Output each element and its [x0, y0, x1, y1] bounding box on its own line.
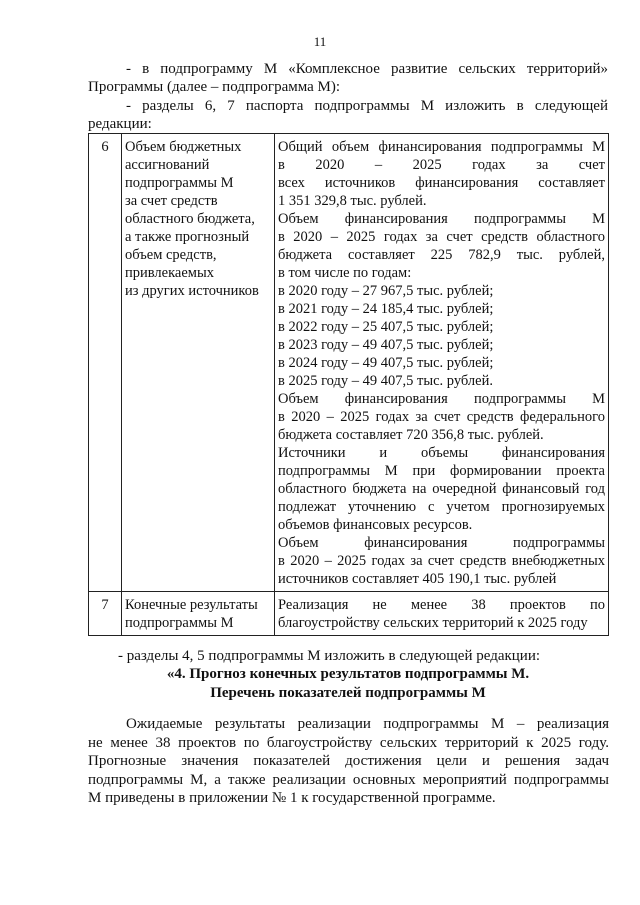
text-line: благоустройству сельских территорий к 2025 году [278, 615, 588, 631]
row-label-cell [122, 592, 275, 636]
body-paragraph [88, 715, 609, 808]
section-subheading: Перечень показателей подпрограммы М [210, 685, 486, 701]
sections-intro-text: - разделы 4, 5 подпрограммы М изложить в следующей редакции: [118, 648, 541, 664]
text-line: в 2020 – 2025 годах за счет средств федерального [278, 409, 605, 425]
text-line: в 2020 – 2025 годах за счет средств внебюджетных [278, 553, 605, 569]
text-line: подпрограммы М при формировании проекта [278, 463, 605, 479]
text-line: подпрограммы М [125, 175, 234, 191]
intro-subprogram-line: - в подпрограмму М «Комплексное развитие сельских территорий» [126, 61, 608, 77]
row-content-cell [275, 134, 609, 592]
text-line: подпрограммы М, а также реализации основных мероприятий подпрограммы [88, 771, 609, 788]
text-line: объем средств, [125, 247, 217, 263]
text-line: бюджета составляет 225 782,9 тыс. рублей, [278, 247, 605, 263]
text-line: в 2020 году – 27 967,5 тыс. рублей; [278, 283, 494, 299]
text-line: в 2023 году – 49 407,5 тыс. рублей; [278, 337, 494, 353]
text-line: Объем бюджетных [125, 139, 242, 155]
text-line: в том числе по годам: [278, 265, 412, 281]
text-line: в 2024 году – 49 407,5 тыс. рублей; [278, 355, 494, 371]
text-line: Ожидаемые результаты реализации подпрограммы М – реализация [126, 716, 609, 732]
text-line: М приведены в приложении № 1 к государственной программе. [88, 790, 496, 806]
table-row [89, 134, 609, 592]
text-line: подпрограммы М [125, 615, 234, 631]
text-line: в 2021 году – 24 185,4 тыс. рублей; [278, 301, 494, 317]
intro-sections-continuation: редакции: [88, 116, 152, 132]
row-content-cell [275, 592, 609, 636]
text-line: привлекаемых [125, 265, 214, 281]
row-number-cell: 7 [89, 592, 122, 636]
text-line: подлежат уточнению с учетом прогнозируемых [278, 499, 605, 515]
text-line: ассигнований [125, 157, 210, 173]
text-line: не менее 38 проектов по благоустройству сельских территорий к 2025 году. [88, 734, 609, 751]
text-line: источников составляет 405 190,1 тыс. рублей [278, 571, 557, 587]
text-line: областного бюджета на очередной финансовый год [278, 481, 605, 497]
text-line: а также прогнозный [125, 229, 250, 245]
text-line: в 2020 – 2025 годах за счет средств областного [278, 229, 605, 245]
intro-sections-line: - разделы 6, 7 паспорта подпрограммы М изложить в следующей [126, 98, 608, 114]
intro-subprogram-continuation: Программы (далее – подпрограмма М): [88, 79, 341, 95]
text-line: в 2022 году – 25 407,5 тыс. рублей; [278, 319, 494, 335]
text-line: Объем финансирования подпрограммы М [278, 211, 605, 227]
text-line: 1 351 329,8 тыс. рублей. [278, 193, 427, 209]
text-line: объемов финансовых ресурсов. [278, 517, 473, 533]
table-row [89, 592, 609, 636]
text-line: Источники и объемы финансирования [278, 445, 605, 461]
text-line: Реализация не менее 38 проектов по [278, 597, 605, 613]
text-line: Общий объем финансирования подпрограммы М [278, 139, 605, 155]
text-line: Объем финансирования подпрограммы [278, 535, 605, 551]
row-number-cell: 6 [89, 134, 122, 592]
passport-table [88, 133, 609, 636]
text-line: Конечные результаты [125, 597, 258, 613]
text-line: в 2025 году – 49 407,5 тыс. рублей. [278, 373, 493, 389]
text-line: Объем финансирования подпрограммы М [278, 391, 605, 407]
section-heading: «4. Прогноз конечных результатов подпрограммы М. [166, 666, 530, 682]
row-label-cell [122, 134, 275, 592]
page-number: 11 [313, 34, 327, 49]
text-line: областного бюджета, [125, 211, 255, 227]
text-line: из других источников [125, 283, 259, 299]
text-line: в 2020 – 2025 годах за счет [278, 157, 605, 173]
text-line: за счет средств [125, 193, 218, 209]
text-line: бюджета составляет 720 356,8 тыс. рублей. [278, 427, 544, 443]
text-line: всех источников финансирования составляет [278, 175, 605, 191]
text-line: Прогнозные значения показателей достижения цели и решения задач [88, 753, 609, 769]
